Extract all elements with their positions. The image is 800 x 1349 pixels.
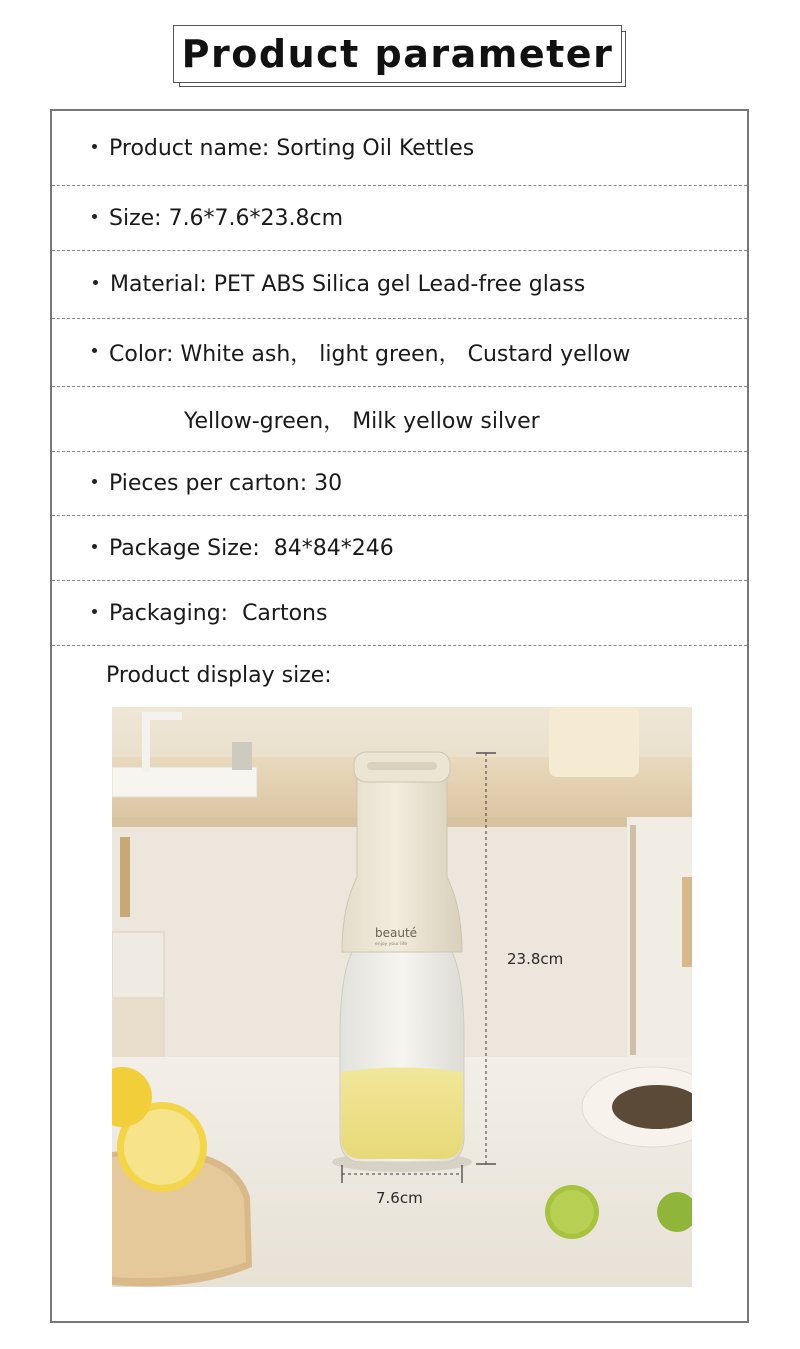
param-row-material <box>52 251 747 319</box>
param-text: Product name: Sorting Oil Kettles <box>109 135 475 161</box>
param-text: Material: PET ABS Silica gel Lead-free glass <box>110 272 586 297</box>
display-size-label: Product display size: <box>106 662 332 688</box>
param-row-name <box>52 111 747 186</box>
param-row-color <box>52 319 747 387</box>
param-text: Packaging: Cartons <box>109 600 328 626</box>
bullet-dot <box>92 544 97 549</box>
bullet-dot <box>92 609 97 614</box>
param-text: Package Size: 84*84*246 <box>109 535 394 561</box>
display-size-row <box>52 646 747 704</box>
width-dimension-label: 7.6cm <box>376 1189 423 1207</box>
page-title: Product parameter <box>181 32 614 76</box>
param-row-size <box>52 186 747 251</box>
height-dimension-label: 23.8cm <box>507 950 564 968</box>
bullet-dot <box>92 479 97 484</box>
bullet-dot <box>92 348 97 353</box>
title-box <box>173 25 622 83</box>
param-text: Color: White ash， light green， Custard yellow <box>109 342 631 367</box>
parameter-panel <box>50 109 749 1323</box>
param-row-package-size <box>52 516 747 581</box>
bullet-dot <box>93 280 98 285</box>
bullet-dot <box>92 214 97 219</box>
brand-logo-text: beauté <box>375 926 418 940</box>
param-row-pieces <box>52 452 747 516</box>
param-text: Size: 7.6*7.6*23.8cm <box>109 205 344 231</box>
param-text: Yellow-green， Milk yellow silver <box>184 408 540 434</box>
product-photo <box>112 707 692 1287</box>
param-text: Pieces per carton: 30 <box>109 471 343 496</box>
bullet-dot <box>92 144 97 149</box>
param-row-packaging <box>52 581 747 646</box>
brand-tagline-text: enjoy your life <box>375 942 408 947</box>
param-row-color-cont <box>52 387 747 452</box>
